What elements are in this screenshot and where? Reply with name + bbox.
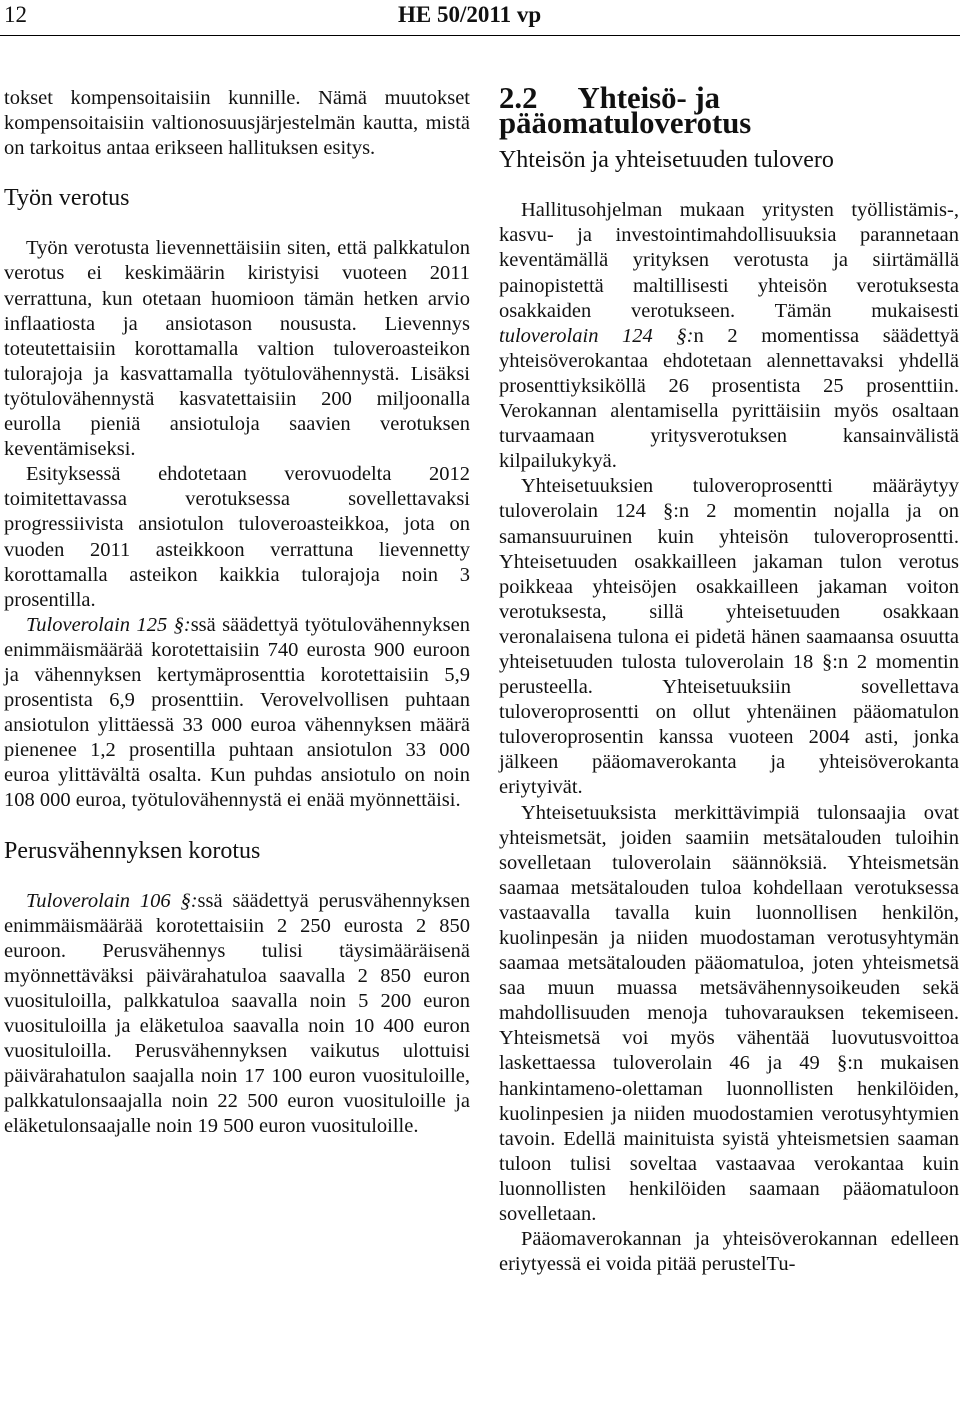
paragraph-basic-deduction <box>4 889 470 1140</box>
subheading-yhteison-tulovero: Yhteisön ja yhteisetuuden tulovero <box>499 147 834 174</box>
paragraph-text: ssä säädettyä perusvähennyksen enimmäismäärää korotettaisiin 2 250 eurosta 2 850 euroon. Perusvähennys tulisi täysimääräisenä myönnettäväksi päivärahatuloa saavalla 2 850 euron vuosituloilla, palkkatuloa saavalla noin 5 200 euron vuosituloilla ja eläketuloa saavalla noin 10 400 euron vuosituloilla. Perusvähennyksen vaikutus ulottuisi päivärahatulon saajalla noin 17 100 euron vuosituloille, palkkatulonsaajalla noin 22 500 euron vuosituloille ja eläketulonsaajalle noin 19 500 euron vuosituloille. <box>4 889 470 1138</box>
page-number: 12 <box>4 2 27 27</box>
header-rule <box>0 35 960 36</box>
section-heading <box>499 81 959 141</box>
section-number: 2.2 <box>499 81 538 115</box>
paragraph-work-tax-relief: Työn verotusta lievennettäisiin siten, että palkkatulon verotus ei keskimäärin kiristyisi vuoteen 2011 verrattuna, kun otetaan huomioon tämän hetken arvio inflaatiosta ja ansiotason noususta. Lievennys toteutettaisiin korottamalla valtion tuloveroasteikon tulorajoja ja kasvattamalla työtulovähennystä. Lisäksi työtulovähennystä kasvatettaisiin 200 miljoonalla eurolla pieniä ansiotuloja saavien verotuksen keventämiseksi. <box>4 237 470 461</box>
paragraph-joint-benefits: Yhteisetuuksien tuloveroprosentti määräytyy tuloverolain 124 §:n 2 momentin nojalla ja on samansuuruinen kuin yhteisön tuloveroprosentti. Yhteisetuuden osakkailleen jakaman tulon verotus poikkeaa yhteisöjen osakkailleen jakaman voiton verotuksesta, sillä yhteisetuuden osakkaan veronalaisena tulona ei pidetä hänen saamaansa osuutta yhteisetuuden tulosta tuloverolain 18 §:n 2 momentin perusteella. Yhteisetuuksiin sovellettava tuloveroprosentti on ollut yhtenäinen pääomatulon tuloveroprosentin kanssa vuoteen 2004 asti, jonka jälkeen pääomaverokanta ja yhteisöverokanta eriytyivät. <box>499 475 959 799</box>
paragraph-text: Hallitusohjelman mukaan yritysten työllistämis-, kasvu- ja investointimahdollisuuksia parannetaan keventämällä yrityksen verotusta ja siirtämällä painopistettä maltillisesti yhteisön verotuksesta osakkaiden verotukseen. Tämän mukaisesti <box>499 199 959 322</box>
paragraph-capital-tax: Pääomaverokannan ja yhteisöverokannan edelleen eriytyessä ei voida pitää perustelTu- <box>499 1228 959 1276</box>
page-header <box>0 0 960 40</box>
paragraph-text: n 2 momentissa säädettyä yhteisöverokantaa ehdotetaan alennettavaksi yhdellä prosenttiyksiköllä 26 prosentista 25 prosenttiin. Verokannan alentamisella pyrittäisiin myös osaltaan turvaamaan yritysverotuksen kansainvälistä kilpailukykyä. <box>499 324 959 473</box>
right-column <box>499 81 959 1277</box>
paragraph-corporate-tax <box>499 198 959 474</box>
paragraph-text: ssä säädettyä työtulovähennyksen enimmäismäärää korotettaisiin 740 eurosta 900 euroon ja vähennyksen kertymäprosenttia korotettaisiin 5,9 prosentista 6,9 prosenttiin. Verovelvollisen puhtaan ansiotulon ylittäessä 33 000 euroa vähennyksen määrä pienenee 1,2 prosentilla puhtaan ansiotulon 33 000 euroa ylittävältä osalta. Kun puhdas ansiotulo on noin 108 000 euroa, työtulovähennystä ei enää myönnettäisi. <box>4 613 470 812</box>
paragraph-intro-continuation: tokset kompensoitaisiin kunnille. Nämä muutokset kompensoitaisiin valtionosuusjärjestelmän kautta, mistä on tarkoitus antaa erikseen hallituksen esitys. <box>4 87 470 160</box>
paragraph-progressive-scale: Esityksessä ehdotetaan verovuodelta 2012 toimitettavassa verotuksessa sovellettavaksi progressiivista ansiotulon tuloveroasteikkoa, jota on vuoden 2011 asteikkoon verrattuna lievennetty korottamalla asteikon kaikkia tulorajoja noin 3 prosentilla. <box>4 463 470 611</box>
paragraph-joint-forests: Yhteisetuuksista merkittävimpiä tulonsaajia ovat yhteismetsät, joiden saamiin metsätalouden tuloihin sovelletaan tuloverolain säännöksiä. Yhteismetsän saamaa metsätalouden tuloa kohdellaan verotuksessa vastaavalla tavalla kuin luonnollisen henkilön, kuolinpesän ja niiden muodostaman verotusyhtymän saamaa metsätalouden pääomatuloa, joten yhteismetsä saa muun muassa metsävähennysoikeuden sekä mahdollisuuden menoja tuhovarauksen tekemiseen. Yhteismetsä voi myös vähentää luovutusvoittoa laskettaessa tuloverolain 46 ja 49 §:n mukaisen hankintameno-olettaman luonnollisten henkilöiden, kuolinpesien ja niiden muodostamien verotusyhtymien tavoin. Edellä mainituista syistä yhteismetsien saaman tuloon tulisi soveltaa vastaavaa verokantaa kuin luonnollisten henkilöiden saamaan pääomatuloon sovelletaan. <box>499 801 959 1226</box>
section-title: Yhteisö- ja pääomatuloverotus <box>499 81 752 141</box>
paragraph-work-income-deduction <box>4 613 470 814</box>
subheading-perusvahennys: Perusvähennyksen korotus <box>4 837 261 864</box>
document-id: HE 50/2011 vp <box>398 2 542 27</box>
left-column <box>4 86 470 1140</box>
subheading-tyon-verotus: Työn verotus <box>4 185 130 212</box>
law-reference: Tuloverolain 106 §: <box>26 889 198 912</box>
law-reference: tuloverolain 124 §: <box>499 324 694 347</box>
law-reference: Tuloverolain 125 §: <box>26 613 191 636</box>
